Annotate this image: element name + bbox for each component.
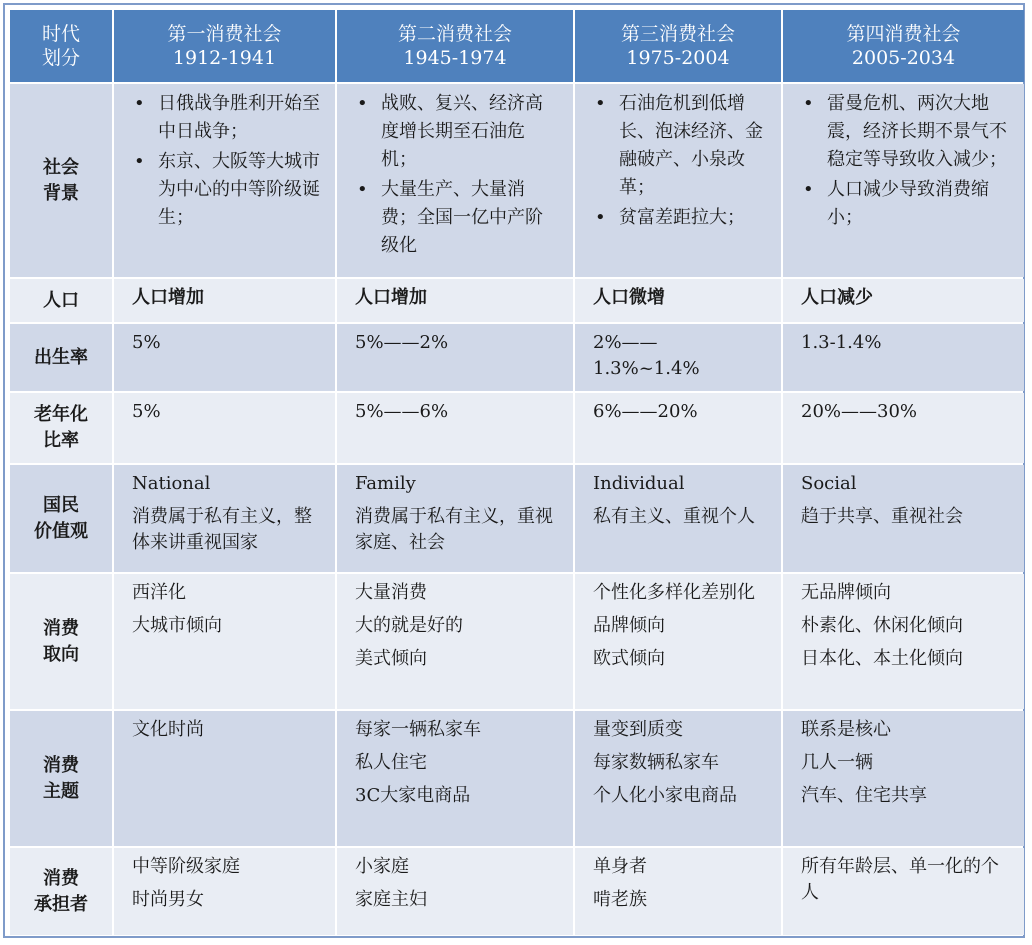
value-english: Family (355, 473, 416, 494)
cell-line: 大的就是好的 (355, 615, 463, 636)
value-chinese: 消费属于私有主义，重视家庭、社会 (355, 506, 553, 553)
table-cell (783, 711, 1024, 846)
table-cell (783, 574, 1024, 709)
row-label-line: 消费 (43, 867, 79, 889)
table-cell (114, 711, 335, 846)
society-name: 第三消费社会 (620, 23, 735, 45)
table-cell: 6%——20% (575, 393, 781, 463)
row-birth-rate (10, 324, 1024, 391)
table-cell (337, 84, 573, 277)
society-years: 1912-1941 (172, 47, 277, 69)
table-cell (114, 324, 335, 391)
table-cell (114, 848, 335, 935)
list-item: • 贫富差距拉大； (593, 204, 767, 232)
cell-line: 单身者 (593, 856, 647, 877)
row-label (10, 279, 112, 322)
value-chinese: 趋于共享、重视社会 (801, 506, 963, 527)
table-cell (575, 324, 781, 391)
row-label-line: 人口 (43, 289, 79, 311)
cell-line: 汽车、住宅共享 (801, 785, 927, 806)
bullet-list (593, 90, 767, 232)
society-header-2 (337, 10, 573, 82)
cell-line: 大量消费 (355, 582, 427, 603)
society-years: 2005-2034 (851, 47, 956, 69)
table-cell (337, 574, 573, 709)
row-national-values (10, 465, 1024, 572)
cell-line: 日本化、本土化倾向 (801, 648, 963, 669)
table-cell (337, 711, 573, 846)
era-header-line-1: 时代 (41, 23, 80, 45)
cell-value: 5% (132, 332, 161, 353)
society-header-3 (575, 10, 781, 82)
table-cell (114, 574, 335, 709)
table-cell (783, 848, 1024, 935)
society-name: 第四消费社会 (846, 23, 961, 45)
cell-line: 所有年龄层、单一化的个人 (801, 856, 999, 903)
era-header-line-2: 划分 (41, 47, 80, 69)
cell-value: 1.3-1.4% (801, 332, 882, 353)
cell-line: 小家庭 (355, 856, 409, 877)
cell-line: 每家数辆私家车 (593, 752, 719, 773)
cell-line: 中等阶级家庭 (132, 856, 240, 877)
cell-line: 无品牌倾向 (801, 582, 891, 603)
value-english: National (132, 473, 211, 494)
cell-line: 个性化多样化差别化 (593, 582, 755, 603)
society-name: 第一消费社会 (167, 23, 282, 45)
table-cell (783, 84, 1024, 277)
table-cell: 5% (114, 393, 335, 463)
society-years: 1945-1974 (403, 47, 507, 69)
table-cell (575, 84, 781, 277)
cell-line: 朴素化、休闲化倾向 (801, 615, 963, 636)
table-cell (575, 574, 781, 709)
row-label-line: 取向 (43, 643, 79, 665)
cell-line: 啃老族 (593, 889, 647, 910)
bullet-list (801, 90, 1010, 232)
row-label (10, 393, 112, 463)
table-cell (575, 711, 781, 846)
consumer-society-table (8, 8, 1026, 937)
cell-value: 1.3%~1.4% (593, 358, 700, 379)
cell-value: 5%——2% (355, 332, 449, 353)
cell-value: 2%—— (593, 332, 658, 353)
row-consumption-bearer (10, 848, 1024, 935)
row-consumption-theme (10, 711, 1024, 846)
row-social-background (10, 84, 1024, 277)
row-label-line: 出生率 (34, 346, 88, 368)
table-cell (337, 848, 573, 935)
row-label (10, 711, 112, 846)
table-cell: 人口增加 (114, 279, 335, 322)
table-cell (337, 465, 573, 572)
row-label-line: 背景 (43, 182, 79, 204)
list-item: • 雷曼危机、两次大地震，经济长期不景气不稳定等导致收入减少； (801, 90, 1010, 174)
row-label (10, 574, 112, 709)
row-label-line: 消费 (43, 617, 79, 639)
society-name: 第二消费社会 (397, 23, 512, 45)
table-cell: 人口微增 (575, 279, 781, 322)
cell-line: 量变到质变 (593, 719, 683, 740)
row-label-line: 承担者 (34, 893, 88, 915)
cell-line: 私人住宅 (355, 752, 427, 773)
cell-line: 大城市倾向 (132, 615, 222, 636)
table-cell (783, 324, 1024, 391)
row-label-line: 社会 (43, 156, 79, 178)
value-english: Social (801, 473, 857, 494)
cell-line: 每家一辆私家车 (355, 719, 481, 740)
list-item: • 日俄战争胜利开始至中日战争； (132, 90, 321, 146)
row-label-line: 比率 (43, 430, 79, 451)
table-cell: 人口增加 (337, 279, 573, 322)
value-chinese: 消费属于私有主义，整体来讲重视国家 (132, 506, 312, 553)
bullet-list (132, 90, 321, 232)
cell-line: 3C大家电商品 (355, 785, 471, 806)
value-english: Individual (593, 473, 685, 494)
list-item: • 战败、复兴、经济高度增长期至石油危机； (355, 90, 559, 174)
row-label-line: 国民 (43, 494, 79, 516)
cell-line: 品牌倾向 (593, 615, 665, 636)
cell-line: 联系是核心 (801, 719, 891, 740)
row-label-line: 主题 (43, 780, 79, 802)
table-cell: 人口减少 (783, 279, 1024, 322)
value-chinese: 私有主义、重视个人 (593, 506, 755, 527)
cell-line: 时尚男女 (132, 889, 204, 910)
row-label-line: 消费 (43, 754, 79, 776)
cell-line: 欧式倾向 (593, 648, 665, 669)
cell-line: 西洋化 (132, 582, 186, 603)
table-cell (783, 465, 1024, 572)
table-cell: 20%——30% (783, 393, 1024, 463)
table-cell (114, 84, 335, 277)
cell-line: 家庭主妇 (355, 889, 427, 910)
era-header (10, 10, 112, 82)
list-item: • 大量生产、大量消费；全国一亿中产阶级化 (355, 176, 559, 260)
header-row (10, 10, 1024, 82)
table-cell (575, 465, 781, 572)
row-consumption-orientation (10, 574, 1024, 709)
row-label-line: 价值观 (34, 520, 88, 542)
list-item: • 东京、大阪等大城市为中心的中等阶级诞生； (132, 148, 321, 232)
row-population (10, 279, 1024, 322)
list-item: • 石油危机到低增长、泡沫经济、金融破产、小泉改革； (593, 90, 767, 202)
bullet-list (355, 90, 559, 260)
cell-line: 文化时尚 (132, 719, 204, 740)
row-label (10, 848, 112, 935)
row-label-line: 老年化 (34, 404, 88, 425)
cell-line: 美式倾向 (355, 648, 427, 669)
cell-line: 个人化小家电商品 (593, 785, 737, 806)
row-label (10, 465, 112, 572)
society-header-1 (114, 10, 335, 82)
row-label (10, 324, 112, 391)
table-cell (575, 848, 781, 935)
table-cell (114, 465, 335, 572)
row-aging-ratio (10, 393, 1024, 463)
row-label (10, 84, 112, 277)
table-cell: 5%——6% (337, 393, 573, 463)
list-item: • 人口减少导致消费缩小； (801, 176, 1010, 232)
table-cell (337, 324, 573, 391)
society-header-4 (783, 10, 1024, 82)
society-years: 1975-2004 (626, 47, 730, 69)
cell-line: 几人一辆 (801, 752, 873, 773)
